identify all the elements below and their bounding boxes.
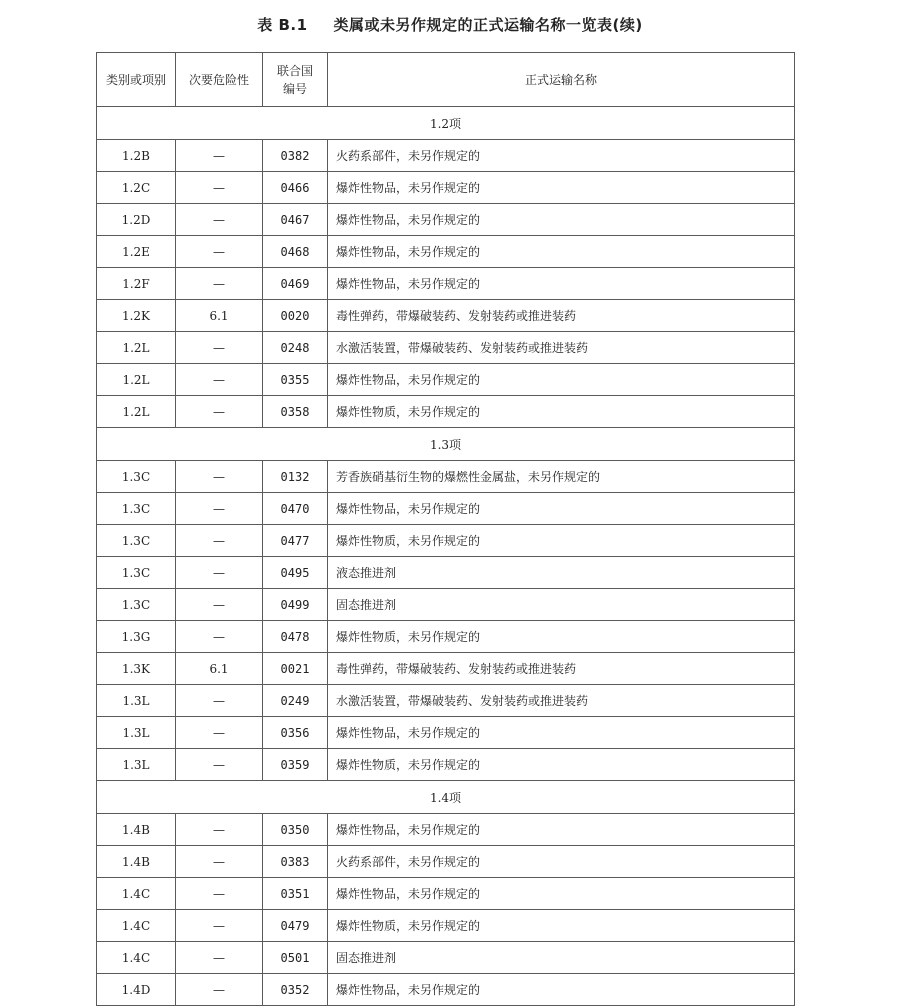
secondary-hazard-cell: — bbox=[176, 525, 263, 557]
un-number-cell: 0469 bbox=[263, 268, 328, 300]
un-number-cell: 0382 bbox=[263, 140, 328, 172]
shipping-name-cell: 火药系部件，未另作规定的 bbox=[328, 140, 795, 172]
un-number-cell: 0351 bbox=[263, 878, 328, 910]
un-number-cell: 0249 bbox=[263, 685, 328, 717]
class-cell: 1.4C bbox=[97, 878, 176, 910]
section-label: 1.4项 bbox=[97, 781, 795, 814]
shipping-name-cell: 爆炸性物品，未另作规定的 bbox=[328, 878, 795, 910]
table-row bbox=[97, 621, 795, 653]
section-row bbox=[97, 428, 795, 461]
un-number-cell: 0352 bbox=[263, 974, 328, 1006]
secondary-hazard-cell: — bbox=[176, 268, 263, 300]
un-number-cell: 0248 bbox=[263, 332, 328, 364]
secondary-hazard-cell: — bbox=[176, 364, 263, 396]
shipping-name-cell: 固态推进剂 bbox=[328, 942, 795, 974]
shipping-name-cell: 爆炸性物质，未另作规定的 bbox=[328, 396, 795, 428]
class-cell: 1.2L bbox=[97, 332, 176, 364]
shipping-name-cell: 爆炸性物质，未另作规定的 bbox=[328, 749, 795, 781]
section-row bbox=[97, 107, 795, 140]
class-cell: 1.2L bbox=[97, 364, 176, 396]
table-row bbox=[97, 685, 795, 717]
shipping-name-cell: 爆炸性物品，未另作规定的 bbox=[328, 172, 795, 204]
un-number-cell: 0358 bbox=[263, 396, 328, 428]
class-cell: 1.3L bbox=[97, 717, 176, 749]
shipping-name-cell: 液态推进剂 bbox=[328, 557, 795, 589]
class-cell: 1.3C bbox=[97, 557, 176, 589]
section-label: 1.3项 bbox=[97, 428, 795, 461]
secondary-hazard-cell: 6.1 bbox=[176, 653, 263, 685]
class-cell: 1.2E bbox=[97, 236, 176, 268]
table-row bbox=[97, 364, 795, 396]
table-row bbox=[97, 878, 795, 910]
table-caption: 类属或未另作规定的正式运输名称一览表(续) bbox=[333, 16, 643, 34]
class-cell: 1.4C bbox=[97, 942, 176, 974]
table-row bbox=[97, 396, 795, 428]
table-row bbox=[97, 814, 795, 846]
secondary-hazard-cell: — bbox=[176, 589, 263, 621]
header-secondary-hazard: 次要危险性 bbox=[176, 53, 263, 107]
table-row bbox=[97, 204, 795, 236]
un-number-cell: 0350 bbox=[263, 814, 328, 846]
shipping-name-cell: 爆炸性物品，未另作规定的 bbox=[328, 204, 795, 236]
class-cell: 1.2D bbox=[97, 204, 176, 236]
secondary-hazard-cell: — bbox=[176, 140, 263, 172]
class-cell: 1.3C bbox=[97, 493, 176, 525]
un-number-cell: 0020 bbox=[263, 300, 328, 332]
header-row bbox=[97, 53, 795, 107]
secondary-hazard-cell: 6.1 bbox=[176, 300, 263, 332]
shipping-name-cell: 爆炸性物品，未另作规定的 bbox=[328, 814, 795, 846]
class-cell: 1.2F bbox=[97, 268, 176, 300]
shipping-name-cell: 爆炸性物质，未另作规定的 bbox=[328, 621, 795, 653]
un-number-cell: 0468 bbox=[263, 236, 328, 268]
shipping-name-cell: 爆炸性物品，未另作规定的 bbox=[328, 717, 795, 749]
secondary-hazard-cell: — bbox=[176, 621, 263, 653]
un-number-cell: 0479 bbox=[263, 910, 328, 942]
shipping-name-cell: 爆炸性物质，未另作规定的 bbox=[328, 525, 795, 557]
un-number-cell: 0356 bbox=[263, 717, 328, 749]
secondary-hazard-cell: — bbox=[176, 749, 263, 781]
class-cell: 1.4C bbox=[97, 910, 176, 942]
secondary-hazard-cell: — bbox=[176, 685, 263, 717]
class-cell: 1.3C bbox=[97, 589, 176, 621]
table-row bbox=[97, 589, 795, 621]
un-number-cell: 0499 bbox=[263, 589, 328, 621]
table-row bbox=[97, 557, 795, 589]
secondary-hazard-cell: — bbox=[176, 878, 263, 910]
header-un-line1: 联合国 bbox=[276, 63, 313, 78]
shipping-name-cell: 爆炸性物质，未另作规定的 bbox=[328, 910, 795, 942]
table-row bbox=[97, 332, 795, 364]
secondary-hazard-cell: — bbox=[176, 974, 263, 1006]
class-cell: 1.3C bbox=[97, 461, 176, 493]
secondary-hazard-cell: — bbox=[176, 557, 263, 589]
header-un-line2: 编号 bbox=[282, 81, 307, 96]
header-class: 类别或项别 bbox=[97, 53, 176, 107]
dangerous-goods-table bbox=[96, 52, 795, 1006]
un-number-cell: 0477 bbox=[263, 525, 328, 557]
secondary-hazard-cell: — bbox=[176, 493, 263, 525]
un-number-cell: 0478 bbox=[263, 621, 328, 653]
class-cell: 1.3C bbox=[97, 525, 176, 557]
un-number-cell: 0355 bbox=[263, 364, 328, 396]
class-cell: 1.4B bbox=[97, 846, 176, 878]
table-row bbox=[97, 525, 795, 557]
table-row bbox=[97, 236, 795, 268]
shipping-name-cell: 芳香族硝基衍生物的爆燃性金属盐，未另作规定的 bbox=[328, 461, 795, 493]
class-cell: 1.3L bbox=[97, 685, 176, 717]
secondary-hazard-cell: — bbox=[176, 204, 263, 236]
un-number-cell: 0467 bbox=[263, 204, 328, 236]
table-row bbox=[97, 974, 795, 1006]
table-row bbox=[97, 140, 795, 172]
table-row bbox=[97, 493, 795, 525]
un-number-cell: 0466 bbox=[263, 172, 328, 204]
section-label: 1.2项 bbox=[97, 107, 795, 140]
class-cell: 1.2L bbox=[97, 396, 176, 428]
table-body bbox=[97, 107, 795, 1006]
table-row bbox=[97, 461, 795, 493]
table-number: 表 B.1 bbox=[257, 16, 308, 34]
shipping-name-cell: 固态推进剂 bbox=[328, 589, 795, 621]
secondary-hazard-cell: — bbox=[176, 236, 263, 268]
table-row bbox=[97, 172, 795, 204]
un-number-cell: 0359 bbox=[263, 749, 328, 781]
table-row bbox=[97, 910, 795, 942]
class-cell: 1.3G bbox=[97, 621, 176, 653]
shipping-name-cell: 毒性弹药，带爆破装药、发射装药或推进装药 bbox=[328, 653, 795, 685]
header-un-number bbox=[263, 53, 328, 107]
un-number-cell: 0383 bbox=[263, 846, 328, 878]
secondary-hazard-cell: — bbox=[176, 846, 263, 878]
un-number-cell: 0021 bbox=[263, 653, 328, 685]
secondary-hazard-cell: — bbox=[176, 332, 263, 364]
table-row bbox=[97, 300, 795, 332]
table-row bbox=[97, 942, 795, 974]
class-cell: 1.2B bbox=[97, 140, 176, 172]
secondary-hazard-cell: — bbox=[176, 461, 263, 493]
shipping-name-cell: 水激活装置，带爆破装药、发射装药或推进装药 bbox=[328, 685, 795, 717]
section-row bbox=[97, 781, 795, 814]
shipping-name-cell: 爆炸性物品，未另作规定的 bbox=[328, 268, 795, 300]
table-row bbox=[97, 749, 795, 781]
table-row bbox=[97, 717, 795, 749]
shipping-name-cell: 爆炸性物品，未另作规定的 bbox=[328, 974, 795, 1006]
un-number-cell: 0495 bbox=[263, 557, 328, 589]
un-number-cell: 0501 bbox=[263, 942, 328, 974]
secondary-hazard-cell: — bbox=[176, 172, 263, 204]
secondary-hazard-cell: — bbox=[176, 814, 263, 846]
class-cell: 1.3L bbox=[97, 749, 176, 781]
shipping-name-cell: 爆炸性物品，未另作规定的 bbox=[328, 236, 795, 268]
table-row bbox=[97, 846, 795, 878]
class-cell: 1.4B bbox=[97, 814, 176, 846]
shipping-name-cell: 爆炸性物品，未另作规定的 bbox=[328, 364, 795, 396]
class-cell: 1.4D bbox=[97, 974, 176, 1006]
table-title bbox=[0, 14, 900, 35]
un-number-cell: 0132 bbox=[263, 461, 328, 493]
secondary-hazard-cell: — bbox=[176, 910, 263, 942]
class-cell: 1.3K bbox=[97, 653, 176, 685]
secondary-hazard-cell: — bbox=[176, 396, 263, 428]
un-number-cell: 0470 bbox=[263, 493, 328, 525]
table-row bbox=[97, 268, 795, 300]
shipping-name-cell: 爆炸性物品，未另作规定的 bbox=[328, 493, 795, 525]
class-cell: 1.2C bbox=[97, 172, 176, 204]
shipping-name-cell: 水激活装置，带爆破装药、发射装药或推进装药 bbox=[328, 332, 795, 364]
class-cell: 1.2K bbox=[97, 300, 176, 332]
header-shipping-name: 正式运输名称 bbox=[328, 53, 795, 107]
shipping-name-cell: 毒性弹药，带爆破装药、发射装药或推进装药 bbox=[328, 300, 795, 332]
table-row bbox=[97, 653, 795, 685]
secondary-hazard-cell: — bbox=[176, 717, 263, 749]
secondary-hazard-cell: — bbox=[176, 942, 263, 974]
shipping-name-cell: 火药系部件，未另作规定的 bbox=[328, 846, 795, 878]
